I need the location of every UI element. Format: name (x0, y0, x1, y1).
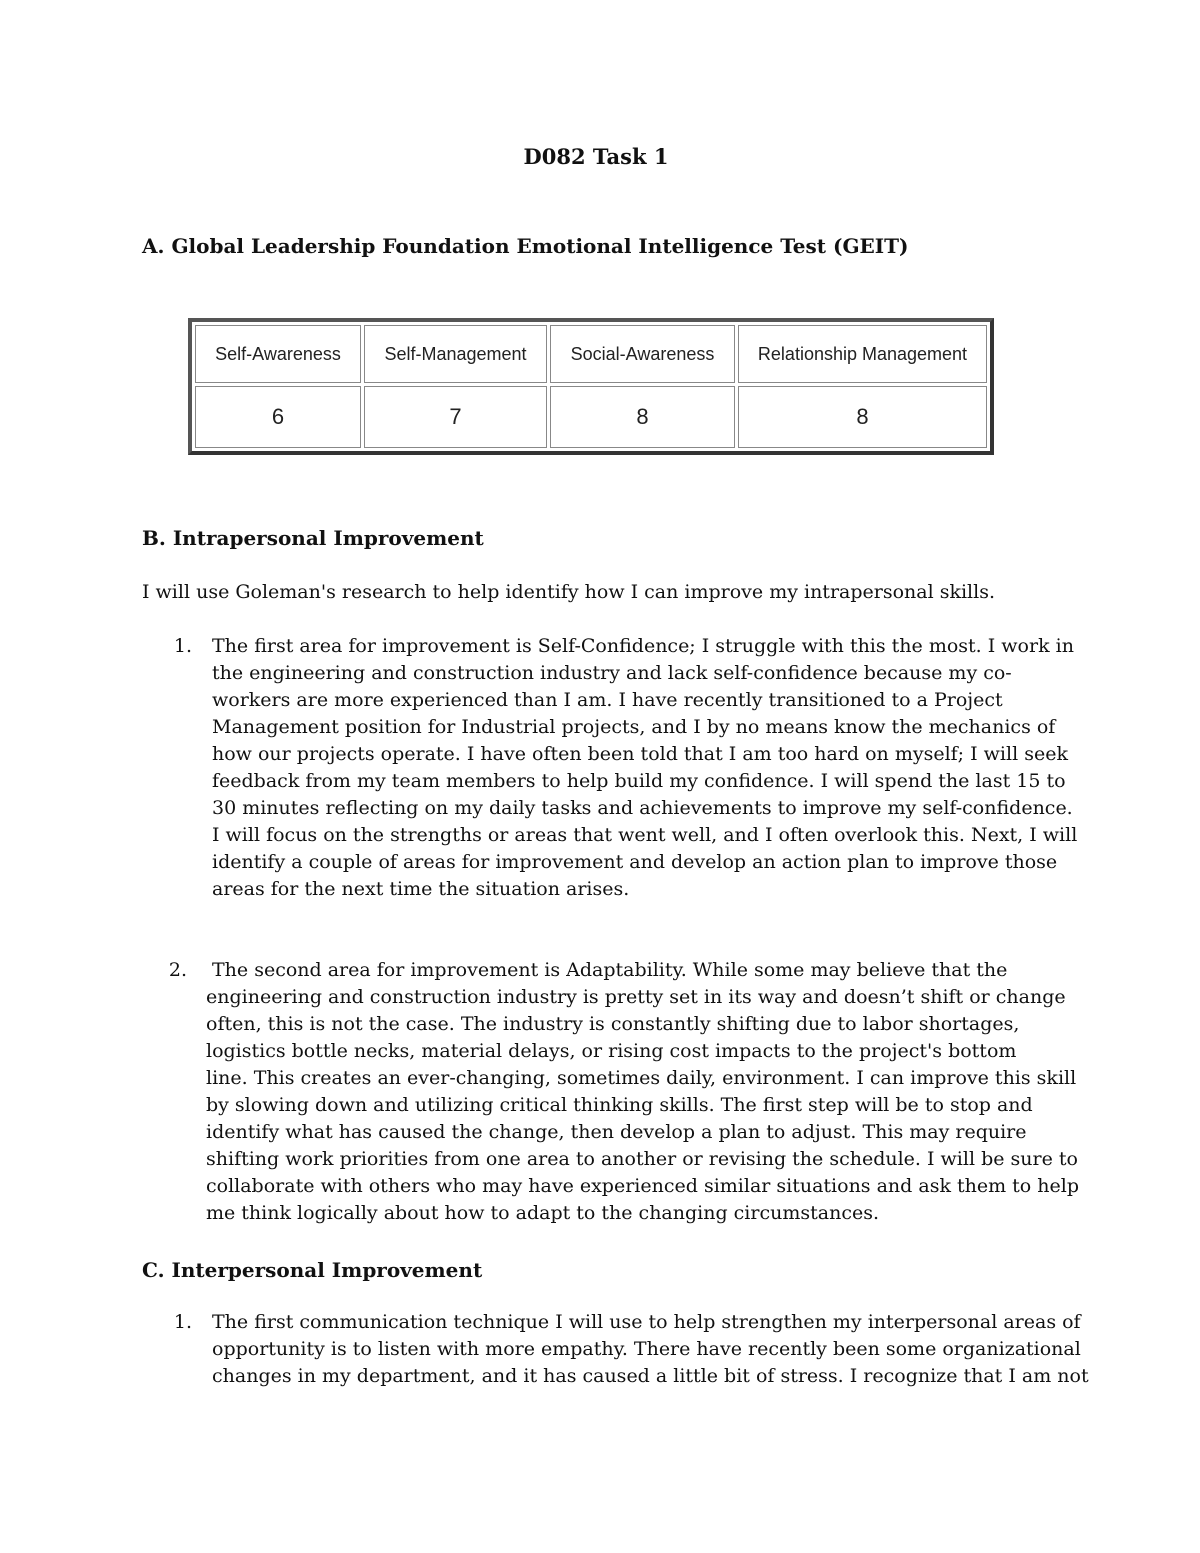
list-item-number: 2. (168, 959, 187, 981)
text-line: how our projects operate. I have often been told that I am too hard on myself; I will seek (212, 743, 1068, 765)
text-line: logistics bottle necks, material delays, or rising cost impacts to the project's bottom (206, 1040, 1017, 1062)
text-line: identify what has caused the change, then develop a plan to adjust. This may require (206, 1121, 1027, 1143)
text-line: I will focus on the strengths or areas that went well, and I often overlook this. Next, I will (212, 824, 1078, 846)
list-item-text (206, 957, 1079, 1227)
list-item (142, 1309, 1089, 1390)
list-item (142, 633, 1077, 903)
text-line: The second area for improvement is Adaptability. While some may believe that the (212, 959, 1008, 981)
text-line: changes in my department, and it has caused a little bit of stress. I recognize that I am not (212, 1365, 1089, 1387)
text-line: often, this is not the case. The industry is constantly shifting due to labor shortages, (206, 1013, 1020, 1035)
header-relationship-management: Relationship Management (738, 325, 987, 383)
header-self-awareness: Self-Awareness (195, 325, 361, 383)
text-line: Management position for Industrial projects, and I by no means know the mechanics of (212, 716, 1056, 738)
text-line: line. This creates an ever-changing, sometimes daily, environment. I can improve this skill (206, 1067, 1077, 1089)
section-b-intro: I will use Goleman's research to help identify how I can improve my intrapersonal skills. (142, 581, 995, 603)
list-item-text (212, 1309, 1089, 1390)
text-line: by slowing down and utilizing critical thinking skills. The first step will be to stop and (206, 1094, 1033, 1116)
header-self-management: Self-Management (364, 325, 547, 383)
section-b-heading: B. Intrapersonal Improvement (142, 526, 484, 550)
document-title: D082 Task 1 (523, 144, 669, 169)
text-line: 30 minutes reflecting on my daily tasks and achievements to improve my self-confidence. (212, 797, 1073, 819)
list-item-number: 1. (173, 635, 192, 657)
list-item-text (212, 633, 1077, 903)
score-relationship-management: 8 (738, 386, 987, 448)
text-line: The first area for improvement is Self-Confidence; I struggle with this the most. I work in (212, 635, 1074, 657)
text-line: feedback from my team members to help build my confidence. I will spend the last 15 to (212, 770, 1066, 792)
table-header-row (195, 325, 987, 383)
text-line: collaborate with others who may have experienced similar situations and ask them to help (206, 1175, 1079, 1197)
text-line: identify a couple of areas for improvement and develop an action plan to improve those (212, 851, 1058, 873)
score-social-awareness: 8 (550, 386, 735, 448)
list-item-number: 1. (173, 1311, 192, 1333)
text-line: me think logically about how to adapt to the changing circumstances. (206, 1202, 879, 1224)
text-line: shifting work priorities from one area to another or revising the schedule. I will be sure to (206, 1148, 1078, 1170)
section-a-heading: A. Global Leadership Foundation Emotional Intelligence Test (GEIT) (142, 234, 909, 258)
table-score-row (195, 386, 987, 448)
score-self-awareness: 6 (195, 386, 361, 448)
text-line: The first communication technique I will use to help strengthen my interpersonal areas of (212, 1311, 1081, 1333)
section-c-heading: C. Interpersonal Improvement (142, 1258, 483, 1282)
text-line: areas for the next time the situation arises. (212, 878, 630, 900)
geit-scores-table (188, 318, 994, 455)
score-self-management: 7 (364, 386, 547, 448)
text-line: opportunity is to listen with more empathy. There have recently been some organizational (212, 1338, 1081, 1360)
text-line: the engineering and construction industry and lack self-confidence because my co- (212, 662, 1012, 684)
list-item (142, 957, 1079, 1227)
header-social-awareness: Social-Awareness (550, 325, 735, 383)
text-line: engineering and construction industry is pretty set in its way and doesn’t shift or change (206, 986, 1066, 1008)
text-line: workers are more experienced than I am. I have recently transitioned to a Project (212, 689, 1003, 711)
